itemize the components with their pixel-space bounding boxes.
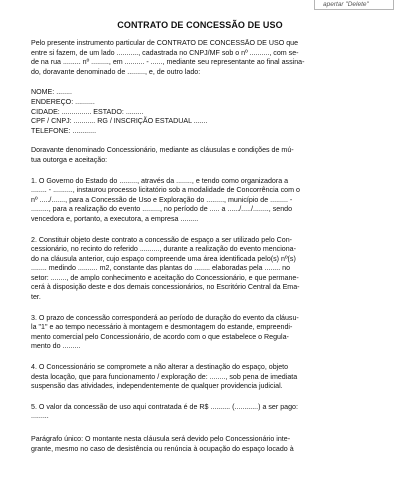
field-cpf-rg: CPF / CNPJ: ........... RG / INSCRIÇÃO ESTADUAL ....... bbox=[31, 117, 208, 126]
field-nome: NOME: ........ bbox=[31, 88, 72, 97]
clause-line: cerá à disposição deste e dos demais concessionários, no Escritório Central da Ema- bbox=[31, 283, 300, 292]
clause-line: ......... bbox=[31, 412, 49, 421]
delete-hint-box: apertar "Delete" bbox=[314, 0, 394, 10]
clause-line: 1. O Governo do Estado do ........., através da ........, e tendo como organizadora a bbox=[31, 176, 289, 185]
clause-3 bbox=[31, 314, 369, 352]
field-endereco: ENDEREÇO: .......... bbox=[31, 97, 95, 106]
clause-line: ........ - .........., instaurou processo licitatório sob a modalidade de Concorrência com o bbox=[31, 186, 300, 195]
clause-line: vencedora e, portanto, a executora, a empresa ......... bbox=[31, 214, 199, 223]
clause-line: setor: ........, de amplo conhecimento e aceitação do Concessionário, e que permane- bbox=[31, 273, 299, 282]
concessionario-line: tua outorga e aceitação: bbox=[31, 155, 108, 164]
contract-title: CONTRATO DE CONCESSÃO DE USO bbox=[117, 20, 283, 30]
intro-line: de na rua ......... nº ........., em .......... - ......, mediante seu representante ao final assina- bbox=[31, 58, 305, 67]
clause-line: mento comercial pelo Concessionário, de acordo com o que estabelece o Regula- bbox=[31, 332, 289, 341]
field-cidade-estado: CIDADE: ............... ESTADO: ......... bbox=[31, 107, 144, 116]
clause-line: Parágrafo único: O montante nesta cláusula será devido pelo Concessionário inte- bbox=[31, 435, 291, 443]
clause-line: 4. O Concessionário se compromete a não alterar a destinação do espaço, objeto bbox=[31, 363, 289, 372]
intro-paragraph bbox=[31, 39, 369, 77]
clause-line: la "1" e ao tempo necessário à montagem e desmontagem do estande, empreendi- bbox=[31, 323, 293, 332]
intro-line: do, doravante denominado de ........., e, de outro lado: bbox=[31, 67, 201, 76]
party-fields bbox=[31, 88, 369, 136]
intro-line: Pelo presente instrumento particular de CONTRATO DE CONCESSÃO DE USO que bbox=[31, 39, 299, 47]
clause-line: cessionário, no recinto do referido .........., durante a realização do evento menciona- bbox=[31, 245, 296, 254]
contract-page bbox=[31, 0, 369, 454]
clause-line: ........., para a realização do evento ........., no período de ..... a ....../...../........, sendo bbox=[31, 205, 293, 214]
clause-line: nº ...../......., para a Concessão de Uso e Exploração do ........., município de ......... - bbox=[31, 195, 293, 204]
clause-4 bbox=[31, 363, 369, 392]
clause-line: desta locação, que para funcionamento / exploração de: ........, sob pena de imediata bbox=[31, 372, 298, 381]
clause-5 bbox=[31, 403, 369, 422]
paragrafo-unico bbox=[31, 435, 369, 454]
clause-line: ........ medindo .......... m2, constante das plantas do ........ elaboradas pela ........ no bbox=[31, 264, 291, 273]
intro-line: entre si fazem, de um lado ..........., cadastrada no CNPJ/MF sob o nº .........., com se- bbox=[31, 48, 299, 57]
clause-line: grante, mesmo no caso de desistência ou renúncia à ocupação do espaço locado à bbox=[31, 444, 294, 453]
concessionario-paragraph bbox=[31, 146, 369, 165]
clause-line: 5. O valor da concessão de uso aqui contratada é de R$ .......... (............) a ser pago: bbox=[31, 402, 298, 411]
clause-line: mento do ......... bbox=[31, 342, 81, 351]
concessionario-line: Doravante denominado Concessionário, mediante as cláusulas e condições de mú- bbox=[31, 146, 294, 155]
clause-line: 3. O prazo de concessão corresponderá ao período de duração do evento da cláusu- bbox=[31, 313, 299, 322]
clause-2 bbox=[31, 236, 369, 303]
clause-line: ter. bbox=[31, 293, 41, 302]
clause-line: do na cláusula anterior, cujo espaço compreende uma área identificada pelo(s) nº(s) bbox=[31, 254, 296, 263]
clause-line: 2. Constituir objeto deste contrato a concessão de espaço a ser utilizado pelo Con- bbox=[31, 235, 293, 244]
clause-line: suspensão das atividades, independentemente de qualquer providencia judicial. bbox=[31, 382, 283, 391]
field-telefone: TELEFONE: ............ bbox=[31, 126, 97, 135]
clause-1 bbox=[31, 177, 369, 225]
